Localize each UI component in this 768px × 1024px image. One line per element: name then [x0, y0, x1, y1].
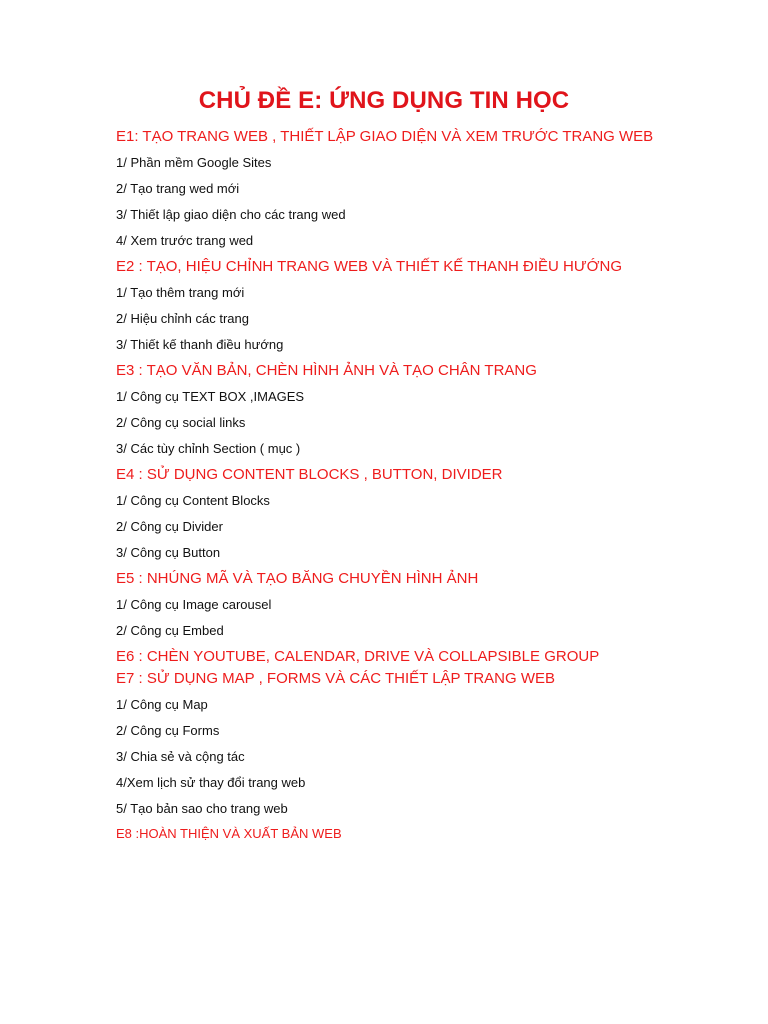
section-e7: [116, 670, 656, 822]
list-item: 2/ Công cụ Divider: [116, 519, 223, 534]
list-item: 1/ Tạo thêm trang mới: [116, 285, 245, 300]
list-item: 4/ Xem trước trang wed: [116, 233, 254, 248]
section-e5: [116, 570, 656, 644]
list-item: 2/ Tạo trang wed mới: [116, 181, 240, 196]
section-e1: [116, 128, 656, 254]
section-e2: [116, 258, 656, 358]
list-item: 3/ Thiết lập giao diện cho các trang wed: [116, 207, 346, 222]
section-heading: E4 : SỬ DỤNG CONTENT BLOCKS , BUTTON, DIVIDER: [116, 466, 503, 483]
section-heading: E3 : TẠO VĂN BẢN, CHÈN HÌNH ẢNH VÀ TẠO CHÂN TRANG: [116, 362, 537, 379]
list-item: 4/Xem lịch sử thay đổi trang web: [116, 775, 306, 790]
section-heading: E6 : CHÈN YOUTUBE, CALENDAR, DRIVE VÀ COLLAPSIBLE GROUP: [116, 648, 600, 665]
section-heading: E5 : NHÚNG MÃ VÀ TẠO BĂNG CHUYỀN HÌNH ẢNH: [116, 570, 479, 587]
list-item: 5/ Tạo bản sao cho trang web: [116, 801, 288, 816]
section-e3: [116, 362, 656, 462]
section-e4: [116, 466, 656, 566]
list-item: 3/ Công cụ Button: [116, 545, 221, 560]
list-item: 3/ Các tùy chỉnh Section ( mục ): [116, 441, 301, 456]
section-heading: E7 : SỬ DỤNG MAP , FORMS VÀ CÁC THIẾT LẬP TRANG WEB: [116, 670, 556, 687]
document-content: [116, 124, 656, 846]
list-item: 2/ Công cụ Forms: [116, 723, 220, 738]
section-heading: E2 : TẠO, HIỆU CHỈNH TRANG WEB VÀ THIẾT KẾ THANH ĐIỀU HƯỚNG: [116, 258, 623, 275]
list-item: 3/ Thiết kế thanh điều hướng: [116, 337, 284, 352]
section-heading: E1: TẠO TRANG WEB , THIẾT LẬP GIAO DIỆN VÀ XEM TRƯỚC TRANG WEB: [116, 128, 654, 145]
list-item: 1/ Công cụ Content Blocks: [116, 493, 270, 508]
list-item: 2/ Công cụ Embed: [116, 623, 224, 638]
list-item: 2/ Công cụ social links: [116, 415, 246, 430]
list-item: 1/ Phần mềm Google Sites: [116, 155, 272, 170]
list-item: 3/ Chia sẻ và cộng tác: [116, 749, 245, 764]
section-e6: [116, 648, 656, 666]
section-e8: [116, 826, 656, 842]
list-item: 1/ Công cụ Map: [116, 697, 208, 712]
section-heading: E8 :HOÀN THIỆN VÀ XUẤT BẢN WEB: [116, 826, 342, 841]
list-item: 1/ Công cụ TEXT BOX ,IMAGES: [116, 389, 305, 404]
list-item: 1/ Công cụ Image carousel: [116, 597, 272, 612]
document-title: CHỦ ĐỀ E: ỨNG DỤNG TIN HỌC: [198, 87, 570, 114]
list-item: 2/ Hiệu chỉnh các trang: [116, 311, 249, 326]
